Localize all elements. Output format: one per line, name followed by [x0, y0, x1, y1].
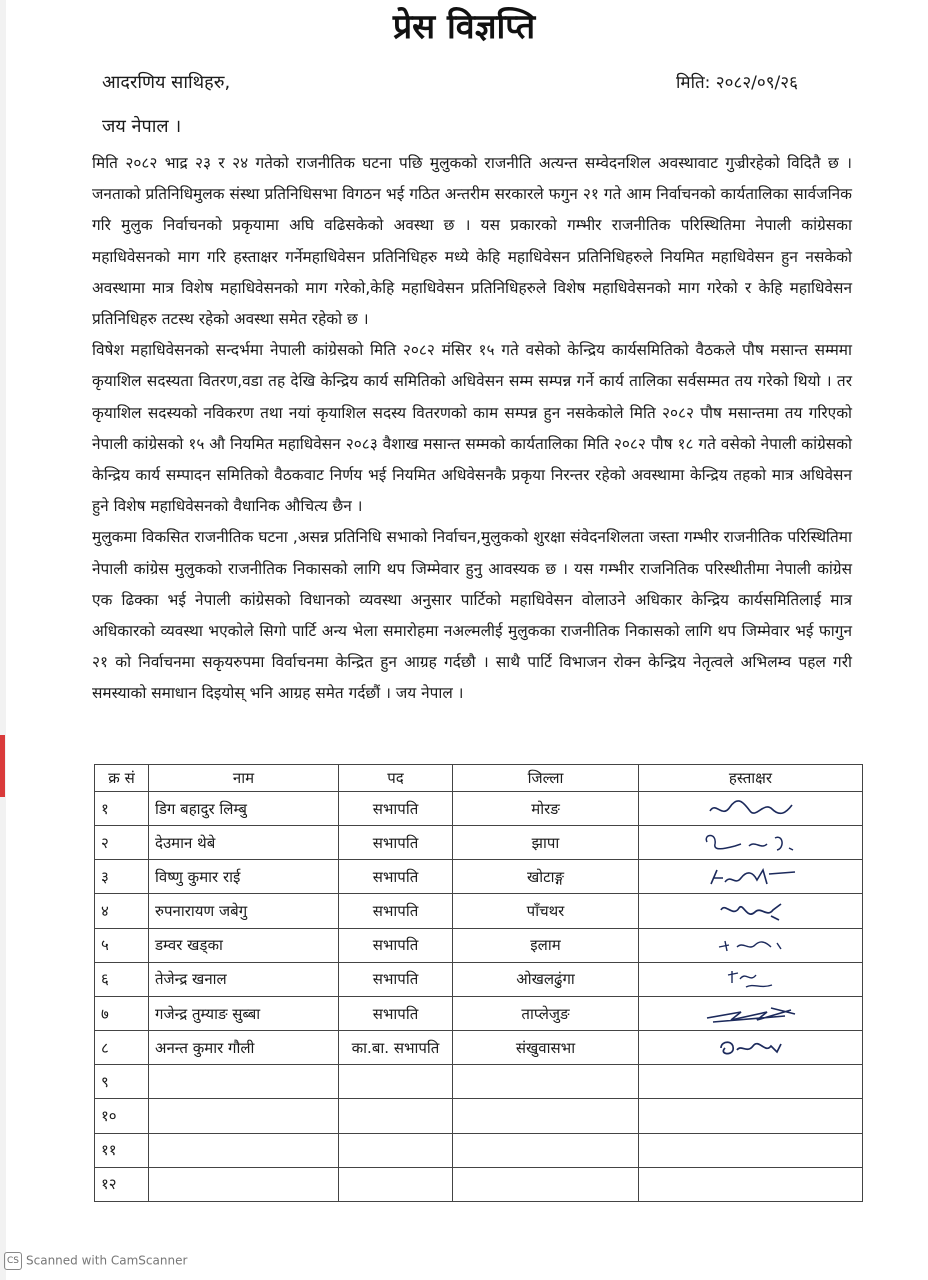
table-row	[95, 962, 863, 996]
signature-3	[703, 864, 799, 890]
position-cell: सभापति	[339, 826, 453, 860]
signature-cell	[639, 1167, 863, 1201]
signature-2	[701, 830, 801, 856]
serial-cell: १२	[95, 1167, 149, 1201]
position-cell: सभापति	[339, 996, 453, 1030]
table-row	[95, 1133, 863, 1167]
signature-cell	[639, 894, 863, 928]
table-row	[95, 826, 863, 860]
signature-cell	[639, 1133, 863, 1167]
paragraph-2: विषेश महाधिवेसनको सन्दर्भमा नेपाली कांग्रेसको मिति २०८२ मंसिर १५ गते वसेको केन्द्रिय कार्यसमितिको वैठकले पौष मसान्त सम्ममा कृयाशिल सदस्यता वितरण,वडा तह देखि केन्द्रिय कार्य समितिको अधिवेसन सम्म सम्पन्न गर्ने कार्य तालिका सर्वसम्मत तय गरेको थियो । तर कृयाशिल सदस्यको नविकरण तथा नयां कृयाशिल सदस्य वितरणको काम सम्पन्न हुन नसकेकोले मिति २०८२ पौष मसान्तमा तय गरिएको नेपाली कांग्रेसको १५ औ नियमित महाधिवेसन २०८३ वैशाख मसान्त सम्मको कार्यतालिका मिति २०८२ पौष १८ गते वसेको नेपाली कांग्रेसको केन्द्रिय कार्य सम्पादन समितिको वैठकवाट निर्णय भई नियमित अधिवेसनकै प्रकृया निरन्तर रहेको अवस्थामा केन्द्रिय तहको मात्र अधिवेसन हुने विशेष महाधिवेसनको वैधानिक औचित्य छैन ।	[92, 341, 852, 516]
position-cell: सभापति	[339, 792, 453, 826]
date: मिति: २०८२/०९/२६	[676, 73, 798, 93]
serial-cell: ८	[95, 1031, 149, 1065]
paragraph-1: मिति २०८२ भाद्र २३ र २४ गतेको राजनीतिक घटना पछि मुलुकको राजनीति अत्यन्त सम्वेदनशिल अवस्थावाट गुज्रीरहेको विदितै छ । जनताको प्रतिनिधिमुलक संस्था प्रतिनिधिसभा विगठन भई गठित अन्तरीम सरकारले फगुन २१ गते आम निर्वाचनको कार्यतालिका सार्वजनिक गरि मुलुक निर्वाचनको प्रकृयामा अघि वढिसकेको अवस्था छ । यस प्रकारको गम्भीर राजनीतिक परिस्थितिमा नेपाली कांग्रेसका महाधिवेसनको माग गरि हस्ताक्षर गर्नेमहाधिवेसन प्रतिनिधिहरु मध्ये केहि महाधिवेसन प्रतिनिधिहरुले नियमित महाधिवेसन हुन नसकेको अवस्थामा मात्र विशेष महाधिवेसनको माग गरेको,केहि महाधिवेसन प्रतिनिधिहरुले विशेष महाधिवेसनको माग गरेको र केहि महाधिवेसन प्रतिनिधिहरु तटस्थ रहेको अवस्था समेत रहेको छ ।	[92, 154, 852, 329]
table-row	[95, 996, 863, 1030]
name-cell: रुपनारायण जबेगु	[149, 894, 339, 928]
table-row	[95, 792, 863, 826]
position-cell: सभापति	[339, 860, 453, 894]
district-cell	[453, 1133, 639, 1167]
district-cell: ताप्लेजुङ	[453, 996, 639, 1030]
signature-1	[706, 797, 796, 821]
signature-cell	[639, 928, 863, 962]
scanner-text: Scanned with CamScanner	[26, 1253, 188, 1268]
signature-7	[701, 1002, 801, 1026]
table-header-row	[95, 765, 863, 792]
signature-5	[709, 933, 793, 957]
table-row	[95, 894, 863, 928]
header-name: नाम	[149, 765, 339, 792]
red-margin-mark	[0, 735, 5, 797]
press-body	[92, 148, 852, 710]
header-signature: हस्ताक्षर	[639, 765, 863, 792]
district-cell: मोरङ	[453, 792, 639, 826]
signature-cell	[639, 792, 863, 826]
serial-cell: २	[95, 826, 149, 860]
paragraph-3: मुलुकमा विकसित राजनीतिक घटना ,असन्न प्रतिनिधि सभाको निर्वाचन,मुलुकको शुरक्षा संवेदनशिलता जस्ता गम्भीर राजनीतिक परिस्थितिमा नेपाली कांग्रेस मुलुकको राजनीतिक निकासको लागि थप जिम्मेवार हुनु आवस्यक छ । यस गम्भीर राजनितिक परिस्थीतीमा नेपाली कांग्रेस एक ढिक्का भई नेपाली कांग्रेसको विधानको व्यवस्था अनुसार पार्टिको महाधिवेसन वोलाउने अधिकार केन्द्रिय कार्यसमितिलाई मात्र अधिकारको व्यवस्था भएकोले सिगो पार्टि अन्य भेला समारोहमा नअल्मलीई मुलुकका राजनीतिक निकासको लागि थप जिम्मेवार भई फागुन २१ को निर्वाचनमा सकृयरुपमा विर्वाचनमा केन्द्रित हुन आग्रह गर्दछौ । साथै पार्टि विभाजन रोक्न केन्द्रिय नेतृत्वले अभिलम्व पहल गरी समस्याको समाधान दिइयोस् भनि आग्रह समेत गर्दछौं । जय नेपाल ।	[92, 528, 852, 703]
serial-cell: ३	[95, 860, 149, 894]
table-row	[95, 860, 863, 894]
name-cell: देउमान थेबे	[149, 826, 339, 860]
district-cell: संखुवासभा	[453, 1031, 639, 1065]
position-cell: सभापति	[339, 894, 453, 928]
name-cell	[149, 1099, 339, 1133]
table-row	[95, 1065, 863, 1099]
signature-6	[716, 965, 786, 993]
serial-cell: ५	[95, 928, 149, 962]
signature-cell	[639, 962, 863, 996]
serial-cell: ९	[95, 1065, 149, 1099]
serial-cell: १०	[95, 1099, 149, 1133]
serial-cell: ४	[95, 894, 149, 928]
serial-cell: ६	[95, 962, 149, 996]
position-cell: सभापति	[339, 962, 453, 996]
position-cell: का.बा. सभापति	[339, 1031, 453, 1065]
signatory-table	[94, 764, 863, 1202]
position-cell	[339, 1065, 453, 1099]
header-district: जिल्ला	[453, 765, 639, 792]
district-cell: पाँचथर	[453, 894, 639, 928]
page-title: प्रेस विज्ञप्ति	[392, 7, 536, 47]
table-row	[95, 1167, 863, 1201]
serial-cell: १	[95, 792, 149, 826]
position-cell	[339, 1167, 453, 1201]
signature-cell	[639, 996, 863, 1030]
district-cell	[453, 1167, 639, 1201]
signature-cell	[639, 1065, 863, 1099]
name-cell: तेजेन्द्र खनाल	[149, 962, 339, 996]
camscanner-watermark	[4, 1252, 187, 1270]
district-cell: झापा	[453, 826, 639, 860]
position-cell: सभापति	[339, 928, 453, 962]
greeting: आदरणिय साथिहरु,	[102, 72, 231, 93]
page-edge	[0, 0, 6, 1280]
serial-cell: ११	[95, 1133, 149, 1167]
name-cell	[149, 1167, 339, 1201]
table-row	[95, 1099, 863, 1133]
district-cell: इलाम	[453, 928, 639, 962]
district-cell	[453, 1065, 639, 1099]
position-cell	[339, 1133, 453, 1167]
signature-cell	[639, 826, 863, 860]
name-cell: विष्णु कुमार राई	[149, 860, 339, 894]
district-cell: ओखलढुंगा	[453, 962, 639, 996]
position-cell	[339, 1099, 453, 1133]
name-cell: डम्वर खड्का	[149, 928, 339, 962]
signature-cell	[639, 1031, 863, 1065]
name-cell: अनन्त कुमार गौली	[149, 1031, 339, 1065]
name-cell: डिग बहादुर लिम्बु	[149, 792, 339, 826]
serial-cell: ७	[95, 996, 149, 1030]
name-cell	[149, 1065, 339, 1099]
signature-cell	[639, 860, 863, 894]
district-cell: खोटाङ्ग	[453, 860, 639, 894]
signature-8	[711, 1036, 791, 1060]
table-row	[95, 1031, 863, 1065]
name-cell	[149, 1133, 339, 1167]
signature-cell	[639, 1099, 863, 1133]
name-cell: गजेन्द्र तुम्याङ सुब्बा	[149, 996, 339, 1030]
signature-4	[711, 898, 791, 924]
salutation: जय नेपाल ।	[102, 116, 182, 137]
district-cell	[453, 1099, 639, 1133]
camscanner-icon: CS	[4, 1252, 22, 1270]
header-position: पद	[339, 765, 453, 792]
table-row	[95, 928, 863, 962]
header-serial: क्र सं	[95, 765, 149, 792]
